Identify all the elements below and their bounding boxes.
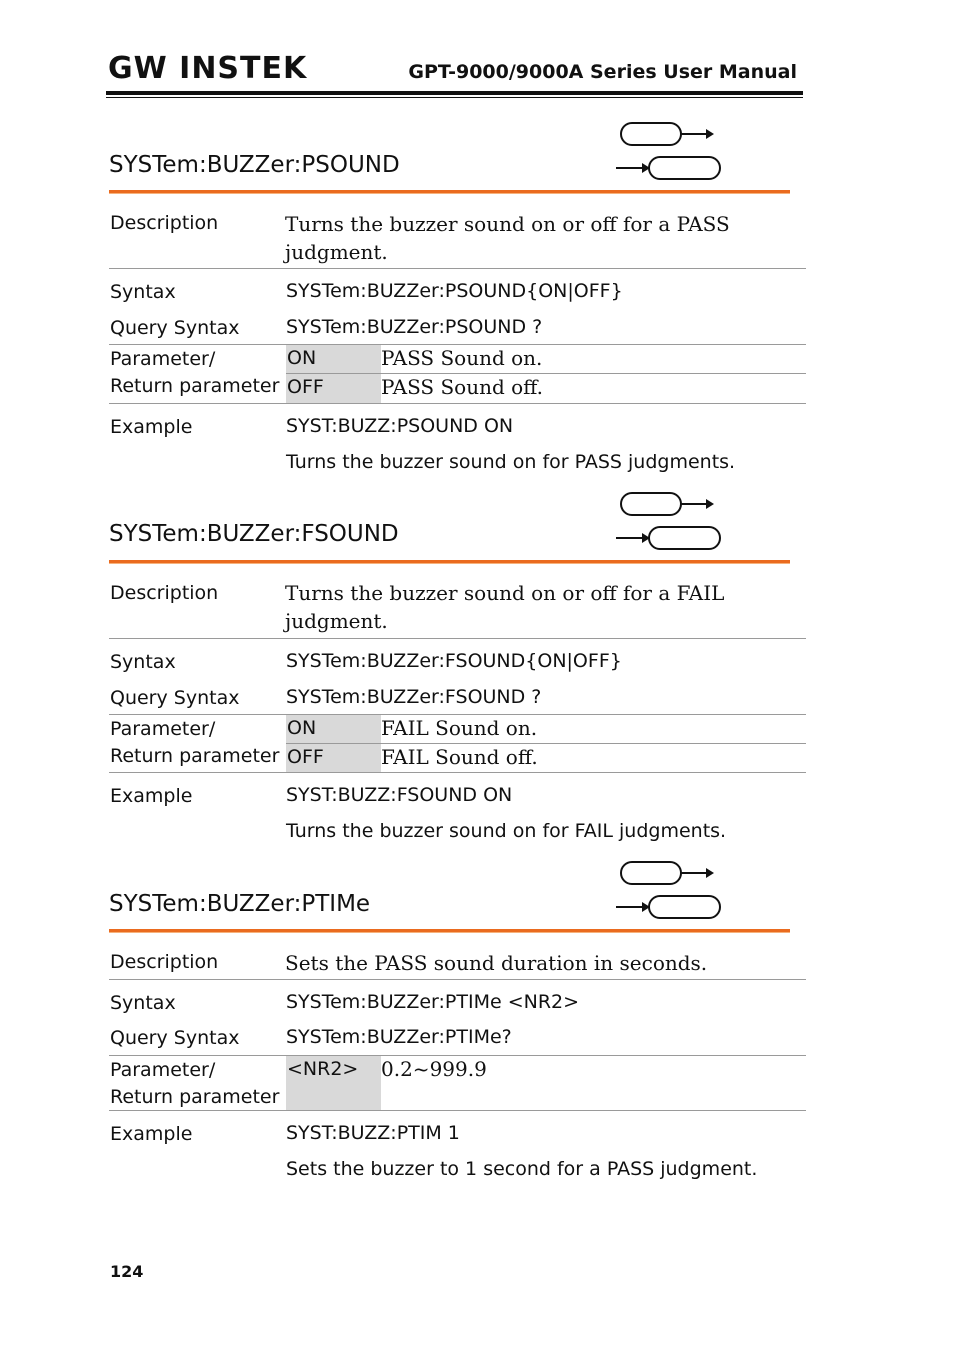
return-parameter-label: Return parameter	[110, 1086, 280, 1108]
param-divider	[286, 743, 806, 744]
gw-instek-logo: GW INSTEK	[108, 51, 308, 86]
section-rule	[109, 190, 790, 194]
param-desc: 0.2~999.9	[381, 1057, 487, 1081]
parameter-label: Parameter/	[110, 348, 216, 370]
section-rule	[109, 560, 790, 564]
parameter-label: Parameter/	[110, 1059, 216, 1081]
header-rule-thin	[106, 97, 803, 98]
divider	[109, 979, 806, 980]
query-syntax-text: SYSTem:BUZZer:FSOUND ?	[286, 686, 542, 708]
param-desc: PASS Sound on.	[381, 346, 543, 370]
divider	[109, 1110, 806, 1111]
syntax-text: SYSTem:BUZZer:PSOUND{ON|OFF}	[286, 280, 623, 302]
param-key: ON	[287, 347, 317, 369]
description-text: Turns the buzzer sound on or off for a PASS judgment.	[285, 212, 730, 264]
example-description: Sets the buzzer to 1 second for a PASS judgment.	[286, 1158, 758, 1180]
description-text: Turns the buzzer sound on or off for a FAIL judgment.	[285, 581, 725, 633]
query-syntax-label: Query Syntax	[110, 687, 240, 709]
example-command: SYST:BUZZ:FSOUND ON	[286, 784, 513, 806]
query-syntax-label: Query Syntax	[110, 1027, 240, 1049]
header-rule	[106, 91, 803, 95]
section-title-ptime: SYSTem:BUZZer:PTIMe	[109, 891, 371, 917]
set-query-command-icon	[614, 120, 724, 184]
divider	[109, 268, 806, 269]
divider	[109, 714, 806, 715]
example-command: SYST:BUZZ:PSOUND ON	[286, 415, 514, 437]
param-desc: FAIL Sound off.	[381, 745, 538, 769]
param-key: OFF	[287, 746, 324, 768]
example-description: Turns the buzzer sound on for PASS judgments.	[286, 451, 736, 473]
divider	[109, 1055, 806, 1056]
param-key: ON	[287, 717, 317, 739]
syntax-label: Syntax	[110, 651, 176, 673]
divider	[109, 344, 806, 345]
set-query-command-icon	[614, 859, 724, 923]
syntax-label: Syntax	[110, 281, 176, 303]
description-label: Description	[110, 582, 219, 604]
syntax-text: SYSTem:BUZZer:PTIMe <NR2>	[286, 991, 580, 1013]
example-description: Turns the buzzer sound on for FAIL judgments.	[286, 820, 727, 842]
param-key: <NR2>	[287, 1058, 359, 1080]
param-desc: PASS Sound off.	[381, 375, 544, 399]
return-parameter-label: Return parameter	[110, 375, 280, 397]
example-label: Example	[110, 785, 193, 807]
return-parameter-label: Return parameter	[110, 745, 280, 767]
description-label: Description	[110, 951, 219, 973]
param-divider	[286, 373, 806, 374]
example-label: Example	[110, 1123, 193, 1145]
section-title-psound: SYSTem:BUZZer:PSOUND	[109, 152, 400, 178]
section-rule	[109, 929, 790, 933]
syntax-text: SYSTem:BUZZer:FSOUND{ON|OFF}	[286, 650, 622, 672]
description-label: Description	[110, 212, 219, 234]
query-syntax-label: Query Syntax	[110, 317, 240, 339]
description-text: Sets the PASS sound duration in seconds.	[285, 951, 708, 975]
page-number: 124	[110, 1262, 144, 1281]
divider	[109, 638, 806, 639]
set-query-command-icon	[614, 490, 724, 554]
divider	[109, 772, 806, 773]
section-title-fsound: SYSTem:BUZZer:FSOUND	[109, 521, 399, 547]
parameter-label: Parameter/	[110, 718, 216, 740]
manual-title: GPT-9000/9000A Series User Manual	[408, 61, 797, 83]
param-desc: FAIL Sound on.	[381, 716, 538, 740]
example-label: Example	[110, 416, 193, 438]
query-syntax-text: SYSTem:BUZZer:PSOUND ?	[286, 316, 543, 338]
param-key: OFF	[287, 376, 324, 398]
example-command: SYST:BUZZ:PTIM 1	[286, 1122, 460, 1144]
syntax-label: Syntax	[110, 992, 176, 1014]
divider	[109, 403, 806, 404]
query-syntax-text: SYSTem:BUZZer:PTIMe?	[286, 1026, 512, 1048]
